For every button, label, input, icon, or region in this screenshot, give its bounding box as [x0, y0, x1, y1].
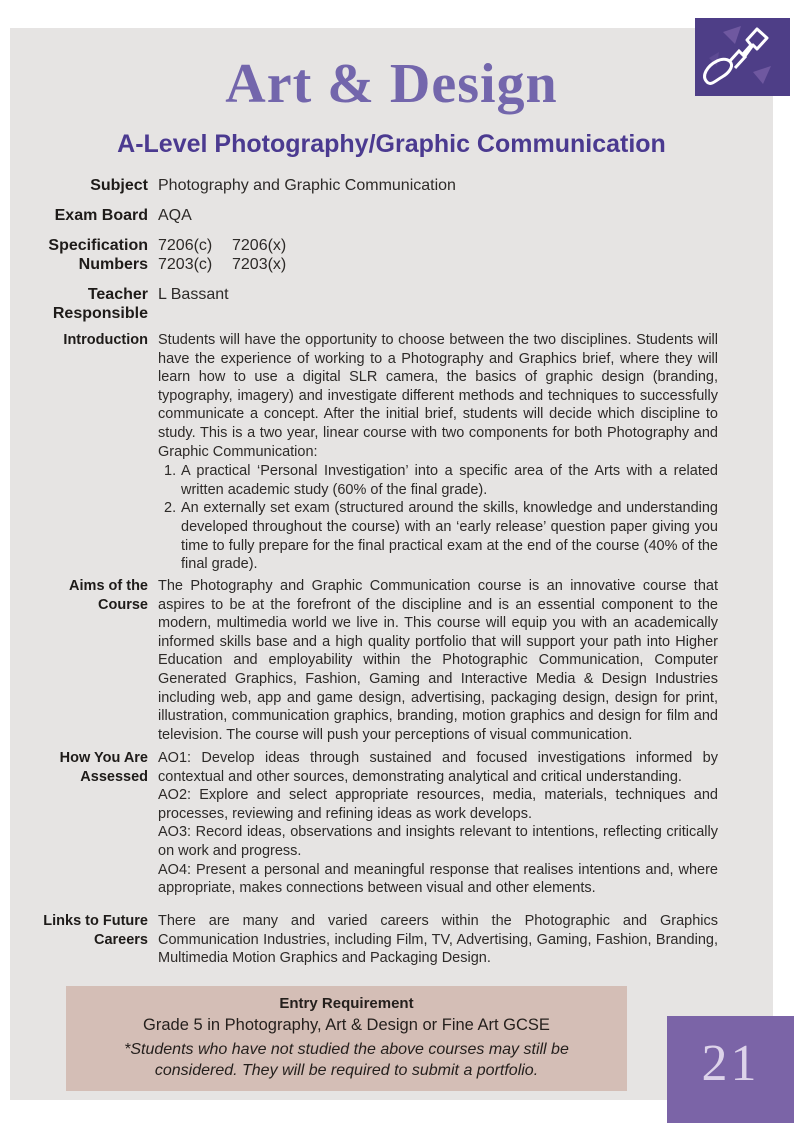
subject-value: Photography and Graphic Communication	[158, 177, 456, 194]
spec-row-1: 7206(c) 7206(x)	[158, 237, 287, 254]
teacher-value: L Bassant	[158, 286, 229, 303]
careers-label: Links to Future Careers	[43, 913, 148, 948]
introduction-paragraph: Students will have the opportunity to choose between the two disciplines. Students will have the experience of working to a Photography and Graphics brief, where they will learn how to use a digital SLR camera, the basics of graphic design (branding, typography, imagery) and investigate different methods and techniques to successfully communicate a concept. After the initial brief, students will decide which discipline to study. This is a two year, linear course with two components for both Photography and Graphic Communication:	[158, 332, 718, 460]
list-item: 1. A practical ‘Personal Investigation’ into a specific area of the Arts with a related written academic study (60% of the final grade).	[164, 463, 718, 498]
meta-row-teacher	[10, 285, 718, 323]
entry-requirement-note: *Students who have not studied the above courses may still be considered. They will be required to submit a portfolio.	[124, 1041, 569, 1079]
course-meta	[10, 176, 718, 334]
section-how-assessed	[10, 749, 718, 898]
spec-row-2: 7203(c) 7203(x)	[158, 256, 287, 273]
careers-paragraph: There are many and varied careers within the Photographic and Graphics Communication Industries, including Film, TV, Advertising, Gaming, Fashion, Branding, Multimedia Motion Graphics and Packaging Design.	[158, 913, 718, 967]
section-introduction	[10, 331, 718, 574]
aims-paragraph: The Photography and Graphic Communication course is an innovative course that aspires to be at the forefront of the discipline and is an essential component to the modern, multimedia world we live in. This course will equip you with an academically informed skills base and a high quality portfolio that will support your path into Higher Education and employability within the Photographic Communication, Computer Generated Graphics, Fashion, Gaming and Interactive Media & Design Industries including web, app and game design, advertising, packaging design, design for print, illustration, communication graphics, branding, motion graphics and design for film and television. The course will push your perceptions of visual communication.	[158, 578, 718, 743]
page-subtitle: A-Level Photography/Graphic Communication	[117, 130, 666, 158]
assessment-objective: AO2: Explore and select appropriate resources, media, materials, techniques and processes, reviewing and refining ideas as work develops.	[158, 787, 718, 822]
assessment-objective: AO4: Present a personal and meaningful response that realises intentions and, where appropriate, makes connections between visual and other elements.	[158, 861, 718, 897]
page-number: 21	[701, 1035, 760, 1092]
aims-body	[158, 577, 718, 744]
meta-row-subject	[10, 176, 718, 195]
section-aims	[10, 577, 718, 744]
assessment-objective: AO1: Develop ideas through sustained and focused investigations informed by contextual and other sources, demonstrating analytical and critical understanding.	[158, 750, 718, 785]
page-title: Art & Design	[225, 53, 558, 115]
introduction-list	[158, 462, 718, 574]
teacher-label: Teacher Responsible	[52, 286, 148, 322]
assessment-objective: AO3: Record ideas, observations and insights relevant to intentions, reflecting critically on work and progress.	[158, 824, 718, 859]
subject-label: Subject	[90, 177, 148, 194]
specification-label: Specification Numbers	[48, 237, 148, 273]
assessed-body	[158, 749, 718, 898]
art-design-logo	[695, 18, 790, 96]
page-number-box	[667, 1016, 794, 1123]
meta-row-exam-board	[10, 206, 718, 225]
paintbrush-icon	[695, 18, 790, 96]
careers-body	[158, 912, 718, 968]
list-item: 2. An externally set exam (structured around the skills, knowledge and understanding developed throughout the course) with an ‘early release’ question paper giving you time to fully prepare for the final practical exam at the end of the course (40% of the final grade).	[164, 500, 718, 573]
meta-row-specification	[10, 236, 718, 274]
entry-requirement-grade: Grade 5 in Photography, Art & Design or Fine Art GCSE	[143, 1016, 550, 1034]
specification-values	[158, 236, 718, 274]
entry-requirement-box	[66, 986, 627, 1091]
introduction-label: Introduction	[63, 332, 148, 348]
content-area	[10, 28, 773, 1100]
introduction-body	[158, 331, 718, 574]
exam-board-value: AQA	[158, 207, 192, 224]
section-future-careers	[10, 912, 718, 968]
entry-requirement-title: Entry Requirement	[279, 995, 414, 1012]
exam-board-label: Exam Board	[54, 207, 148, 224]
aims-label: Aims of the Course	[69, 578, 148, 613]
assessed-label: How You Are Assessed	[59, 750, 148, 785]
